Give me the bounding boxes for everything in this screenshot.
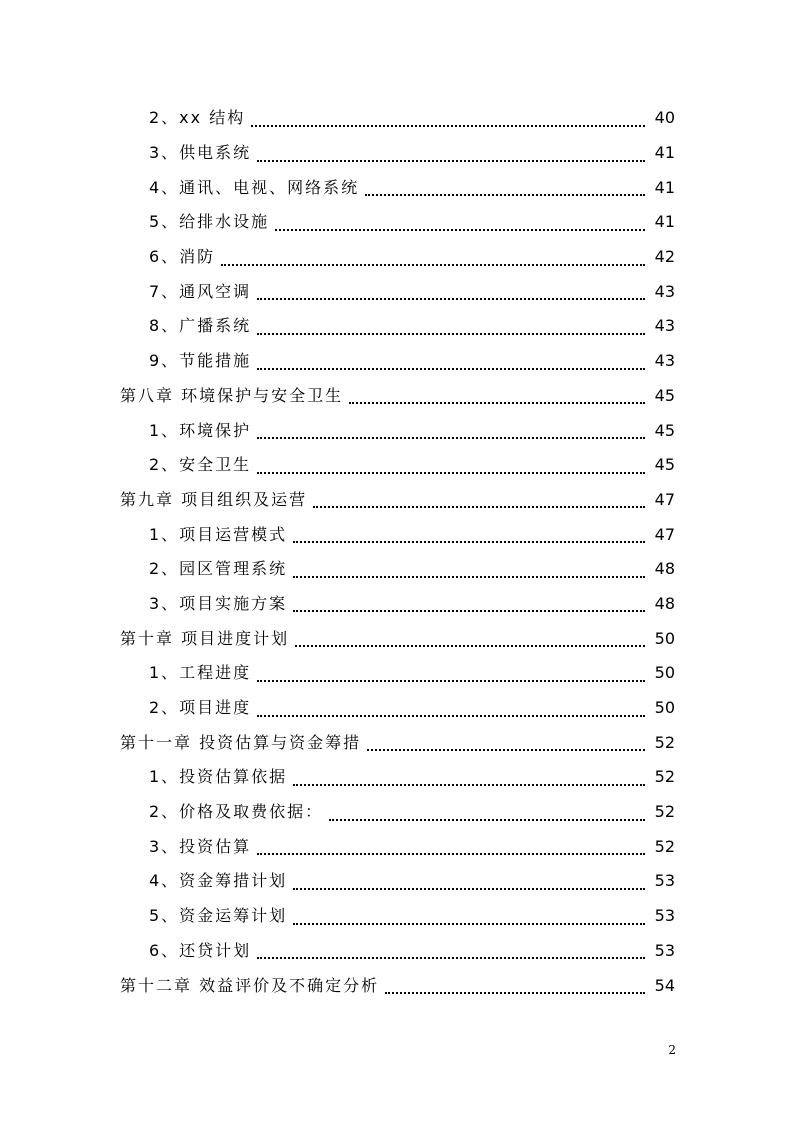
toc-page-number: 52 — [654, 732, 675, 752]
dot-leader — [257, 367, 645, 370]
toc-page-number: 54 — [654, 975, 675, 995]
toc-entry[interactable] — [120, 379, 675, 414]
dot-leader — [293, 922, 645, 925]
toc-entry[interactable] — [120, 864, 675, 899]
table-of-contents — [120, 101, 675, 1003]
toc-entry[interactable] — [120, 483, 675, 518]
dot-leader — [293, 575, 645, 578]
toc-entry[interactable] — [120, 170, 675, 205]
toc-entry[interactable] — [120, 899, 675, 934]
toc-entry[interactable] — [120, 656, 675, 691]
dot-leader — [295, 644, 645, 647]
toc-page-number: 47 — [654, 489, 675, 509]
toc-entry[interactable] — [120, 968, 675, 1003]
toc-entry[interactable] — [120, 517, 675, 552]
toc-entry-title: 9、节能措施 — [149, 351, 252, 371]
toc-page-number: 53 — [654, 871, 675, 891]
toc-entry-title: 2、价格及取费依据： — [149, 802, 324, 822]
toc-entry-title: 1、项目运营模式 — [149, 524, 288, 544]
toc-entry[interactable] — [120, 448, 675, 483]
toc-entry-title: 第九章 项目组织及运营 — [120, 489, 308, 509]
footer-page-number: 2 — [668, 1043, 676, 1057]
toc-page-number: 41 — [654, 143, 675, 163]
toc-page-number: 42 — [654, 247, 675, 267]
toc-page-number: 50 — [654, 663, 675, 683]
toc-entry-title: 4、通讯、电视、网络系统 — [149, 177, 360, 197]
dot-leader — [257, 471, 645, 474]
toc-page-number: 53 — [654, 906, 675, 926]
dot-leader — [221, 263, 645, 266]
toc-entry-title: 1、投资估算依据 — [149, 767, 288, 787]
toc-entry-title: 4、资金筹措计划 — [149, 871, 288, 891]
toc-page-number: 41 — [654, 212, 675, 232]
toc-entry-title: 1、环境保护 — [149, 420, 252, 440]
toc-entry-title: 1、工程进度 — [149, 663, 252, 683]
toc-page-number: 52 — [654, 836, 675, 856]
dot-leader — [251, 124, 645, 127]
toc-page-number: 52 — [654, 767, 675, 787]
dot-leader — [385, 991, 645, 994]
toc-entry[interactable] — [120, 136, 675, 171]
toc-entry[interactable] — [120, 691, 675, 726]
dot-leader — [257, 714, 645, 717]
toc-entry-title: 2、安全卫生 — [149, 455, 252, 475]
toc-entry[interactable] — [120, 760, 675, 795]
toc-entry[interactable] — [120, 413, 675, 448]
dot-leader — [257, 159, 645, 162]
toc-entry[interactable] — [120, 587, 675, 622]
toc-page-number: 43 — [654, 316, 675, 336]
toc-entry-title: 第十一章 投资估算与资金筹措 — [120, 732, 362, 752]
toc-page-number: 45 — [654, 420, 675, 440]
dot-leader — [293, 783, 645, 786]
toc-page-number: 43 — [654, 281, 675, 301]
toc-entry[interactable] — [120, 552, 675, 587]
toc-page-number: 52 — [654, 802, 675, 822]
toc-entry[interactable] — [120, 621, 675, 656]
dot-leader — [365, 193, 645, 196]
dot-leader — [275, 228, 645, 231]
toc-entry[interactable] — [120, 344, 675, 379]
dot-leader — [293, 540, 645, 543]
toc-entry-title: 2、园区管理系统 — [149, 559, 288, 579]
dot-leader — [367, 748, 645, 751]
toc-entry-title: 5、资金运筹计划 — [149, 906, 288, 926]
toc-page-number: 41 — [654, 177, 675, 197]
toc-page-number: 48 — [654, 593, 675, 613]
toc-page-number: 40 — [654, 108, 675, 128]
dot-leader — [257, 852, 645, 855]
toc-entry-title: 2、xx 结构 — [149, 108, 246, 128]
toc-entry-title: 8、广播系统 — [149, 316, 252, 336]
toc-page-number: 50 — [654, 628, 675, 648]
toc-entry-title: 6、消防 — [149, 247, 216, 267]
toc-page-number: 45 — [654, 455, 675, 475]
toc-page-number: 53 — [654, 940, 675, 960]
toc-entry-title: 6、还贷计划 — [149, 940, 252, 960]
dot-leader — [257, 297, 645, 300]
toc-entry[interactable] — [120, 934, 675, 969]
toc-entry-title: 第十二章 效益评价及不确定分析 — [120, 975, 380, 995]
dot-leader — [329, 818, 645, 821]
toc-entry[interactable] — [120, 309, 675, 344]
dot-leader — [349, 401, 645, 404]
dot-leader — [257, 679, 645, 682]
toc-page-number: 47 — [654, 524, 675, 544]
toc-entry[interactable] — [120, 240, 675, 275]
toc-page-number: 45 — [654, 385, 675, 405]
toc-entry-title: 2、项目进度 — [149, 698, 252, 718]
toc-entry[interactable] — [120, 829, 675, 864]
toc-entry-title: 3、项目实施方案 — [149, 593, 288, 613]
toc-entry[interactable] — [120, 725, 675, 760]
dot-leader — [293, 887, 645, 890]
toc-entry-title: 3、供电系统 — [149, 143, 252, 163]
toc-entry[interactable] — [120, 205, 675, 240]
dot-leader — [257, 332, 645, 335]
toc-page-number: 48 — [654, 559, 675, 579]
toc-entry[interactable] — [120, 274, 675, 309]
toc-entry-title: 3、投资估算 — [149, 836, 252, 856]
toc-page-number: 43 — [654, 351, 675, 371]
toc-entry[interactable] — [120, 795, 675, 830]
dot-leader — [293, 609, 645, 612]
toc-entry-title: 7、通风空调 — [149, 281, 252, 301]
dot-leader — [257, 436, 645, 439]
toc-entry-title: 第十章 项目进度计划 — [120, 628, 290, 648]
dot-leader — [257, 956, 645, 959]
toc-entry-title: 第八章 环境保护与安全卫生 — [120, 385, 344, 405]
toc-page-number: 50 — [654, 698, 675, 718]
dot-leader — [313, 505, 645, 508]
toc-entry-title: 5、给排水设施 — [149, 212, 270, 232]
toc-entry[interactable] — [120, 101, 675, 136]
